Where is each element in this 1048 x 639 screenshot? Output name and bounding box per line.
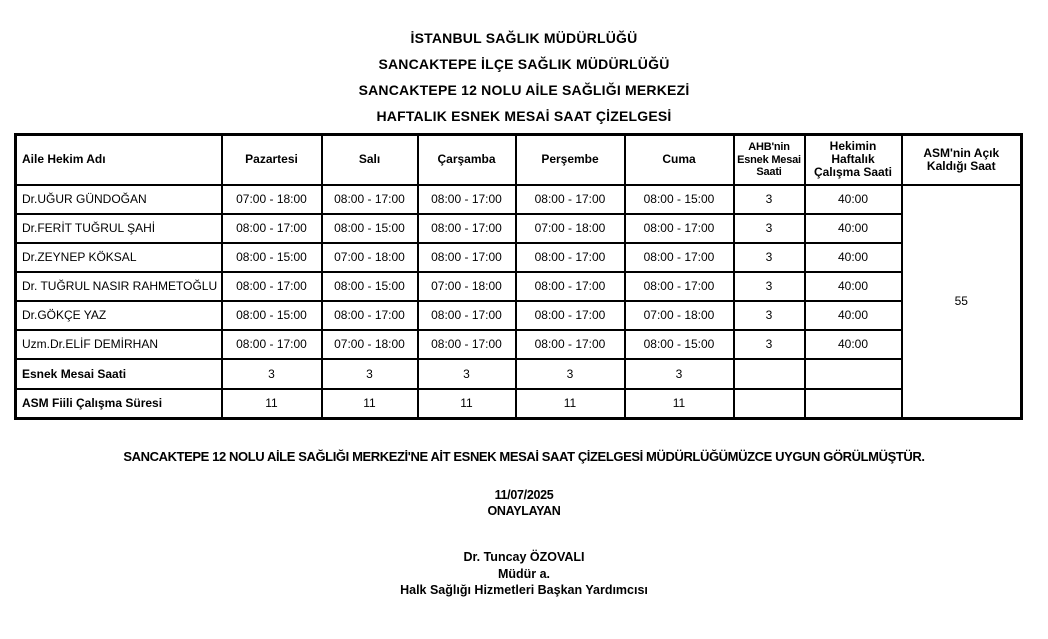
schedule-cell: 08:00 - 17:00 [516,243,625,272]
summary-row-actual-working-time [16,389,1022,419]
empty-cell [805,389,902,419]
doctor-name-cell: Dr.FERİT TUĞRUL ŞAHİ [16,214,222,243]
flexible-hours-cell: 3 [734,272,805,301]
summary-value-cell: 3 [516,359,625,389]
col-header-asm-open-hours: ASM'nin Açık Kaldığı Saat [902,135,1022,185]
schedule-cell: 08:00 - 17:00 [418,330,516,359]
schedule-cell: 08:00 - 15:00 [625,330,734,359]
schedule-cell: 08:00 - 17:00 [418,301,516,330]
schedule-cell: 08:00 - 15:00 [222,243,322,272]
schedule-cell: 08:00 - 17:00 [222,214,322,243]
table-row [16,214,1022,243]
flexible-hours-cell: 3 [734,185,805,214]
header-row [16,135,1022,185]
schedule-cell: 08:00 - 15:00 [322,272,418,301]
schedule-cell: 07:00 - 18:00 [418,272,516,301]
schedule-cell: 08:00 - 17:00 [418,243,516,272]
schedule-cell: 08:00 - 17:00 [516,330,625,359]
schedule-cell: 08:00 - 15:00 [222,301,322,330]
table-row [16,272,1022,301]
approval-date-block [0,487,1048,519]
summary-value-cell: 3 [222,359,322,389]
flexible-hours-cell: 3 [734,214,805,243]
schedule-table [14,133,1023,420]
document-header [0,0,1048,129]
summary-value-cell: 11 [322,389,418,419]
summary-value-cell: 11 [222,389,322,419]
schedule-cell: 08:00 - 15:00 [625,185,734,214]
flexible-hours-cell: 3 [734,301,805,330]
schedule-cell: 08:00 - 17:00 [625,243,734,272]
schedule-cell: 08:00 - 17:00 [516,301,625,330]
empty-cell [734,359,805,389]
approval-date: 11/07/2025 [494,488,554,502]
weekly-hours-cell: 40:00 [805,301,902,330]
table-row [16,243,1022,272]
empty-cell [734,389,805,419]
col-header-weekly-working-hours: Hekimin Haftalık Çalışma Saati [805,135,902,185]
title-health-center: SANCAKTEPE 12 NOLU AİLE SAĞLIĞI MERKEZİ [358,82,690,98]
signer-role: Halk Sağlığı Hizmetleri Başkan Yardımcısı [400,583,648,597]
signature-block [0,549,1048,599]
schedule-cell: 08:00 - 17:00 [625,272,734,301]
title-provincial-directorate: İSTANBUL SAĞLIK MÜDÜRLÜĞÜ [410,30,638,46]
col-header-monday: Pazartesi [222,135,322,185]
doctor-name-cell: Uzm.Dr.ELİF DEMİRHAN [16,330,222,359]
col-header-friday: Cuma [625,135,734,185]
col-header-ahb-flexible-hours: AHB'nin Esnek Mesai Saati [734,135,805,185]
title-schedule: HAFTALIK ESNEK MESAİ SAAT ÇİZELGESİ [376,108,672,124]
table-row [16,185,1022,214]
schedule-cell: 07:00 - 18:00 [222,185,322,214]
col-header-thursday: Perşembe [516,135,625,185]
summary-label-cell: ASM Fiili Çalışma Süresi [16,389,222,419]
schedule-cell: 08:00 - 17:00 [322,185,418,214]
empty-cell [805,359,902,389]
table-row [16,301,1022,330]
schedule-cell: 08:00 - 15:00 [322,214,418,243]
schedule-cell: 08:00 - 17:00 [625,214,734,243]
weekly-hours-cell: 40:00 [805,272,902,301]
summary-value-cell: 11 [625,389,734,419]
doctor-name-cell: Dr. TUĞRUL NASIR RAHMETOĞLU [16,272,222,301]
approval-statement: SANCAKTEPE 12 NOLU AİLE SAĞLIĞI MERKEZİ'NE AİT ESNEK MESAİ SAAT ÇİZELGESİ MÜDÜRLÜĞÜMÜZCE UYGUN GÖRÜLMÜŞTÜR. [123,449,925,464]
summary-row-flexible-hours [16,359,1022,389]
weekly-hours-cell: 40:00 [805,185,902,214]
flexible-hours-cell: 3 [734,330,805,359]
summary-value-cell: 3 [625,359,734,389]
col-header-wednesday: Çarşamba [418,135,516,185]
schedule-cell: 08:00 - 17:00 [418,214,516,243]
summary-label-cell: Esnek Mesai Saati [16,359,222,389]
flexible-hours-cell: 3 [734,243,805,272]
schedule-cell: 08:00 - 17:00 [516,272,625,301]
summary-value-cell: 11 [516,389,625,419]
schedule-cell: 07:00 - 18:00 [322,330,418,359]
table-row [16,330,1022,359]
schedule-cell: 07:00 - 18:00 [516,214,625,243]
asm-open-hours-cell: 55 [902,185,1022,419]
doctor-name-cell: Dr.GÖKÇE YAZ [16,301,222,330]
doctor-name-cell: Dr.UĞUR GÜNDOĞAN [16,185,222,214]
schedule-cell: 08:00 - 17:00 [418,185,516,214]
col-header-tuesday: Salı [322,135,418,185]
col-header-doctor-name: Aile Hekim Adı [16,135,222,185]
doctor-name-cell: Dr.ZEYNEP KÖKSAL [16,243,222,272]
schedule-cell: 07:00 - 18:00 [625,301,734,330]
schedule-cell: 08:00 - 17:00 [222,330,322,359]
schedule-cell: 07:00 - 18:00 [322,243,418,272]
title-district-directorate: SANCAKTEPE İLÇE SAĞLIK MÜDÜRLÜĞÜ [378,56,670,72]
schedule-cell: 08:00 - 17:00 [322,301,418,330]
weekly-hours-cell: 40:00 [805,214,902,243]
approver-label: ONAYLAYAN [487,504,561,518]
weekly-hours-cell: 40:00 [805,330,902,359]
summary-value-cell: 11 [418,389,516,419]
schedule-cell: 08:00 - 17:00 [222,272,322,301]
signer-title: Müdür a. [497,566,551,581]
schedule-cell: 08:00 - 17:00 [516,185,625,214]
signer-name: Dr. Tuncay ÖZOVALI [463,550,585,564]
summary-value-cell: 3 [322,359,418,389]
summary-value-cell: 3 [418,359,516,389]
weekly-hours-cell: 40:00 [805,243,902,272]
